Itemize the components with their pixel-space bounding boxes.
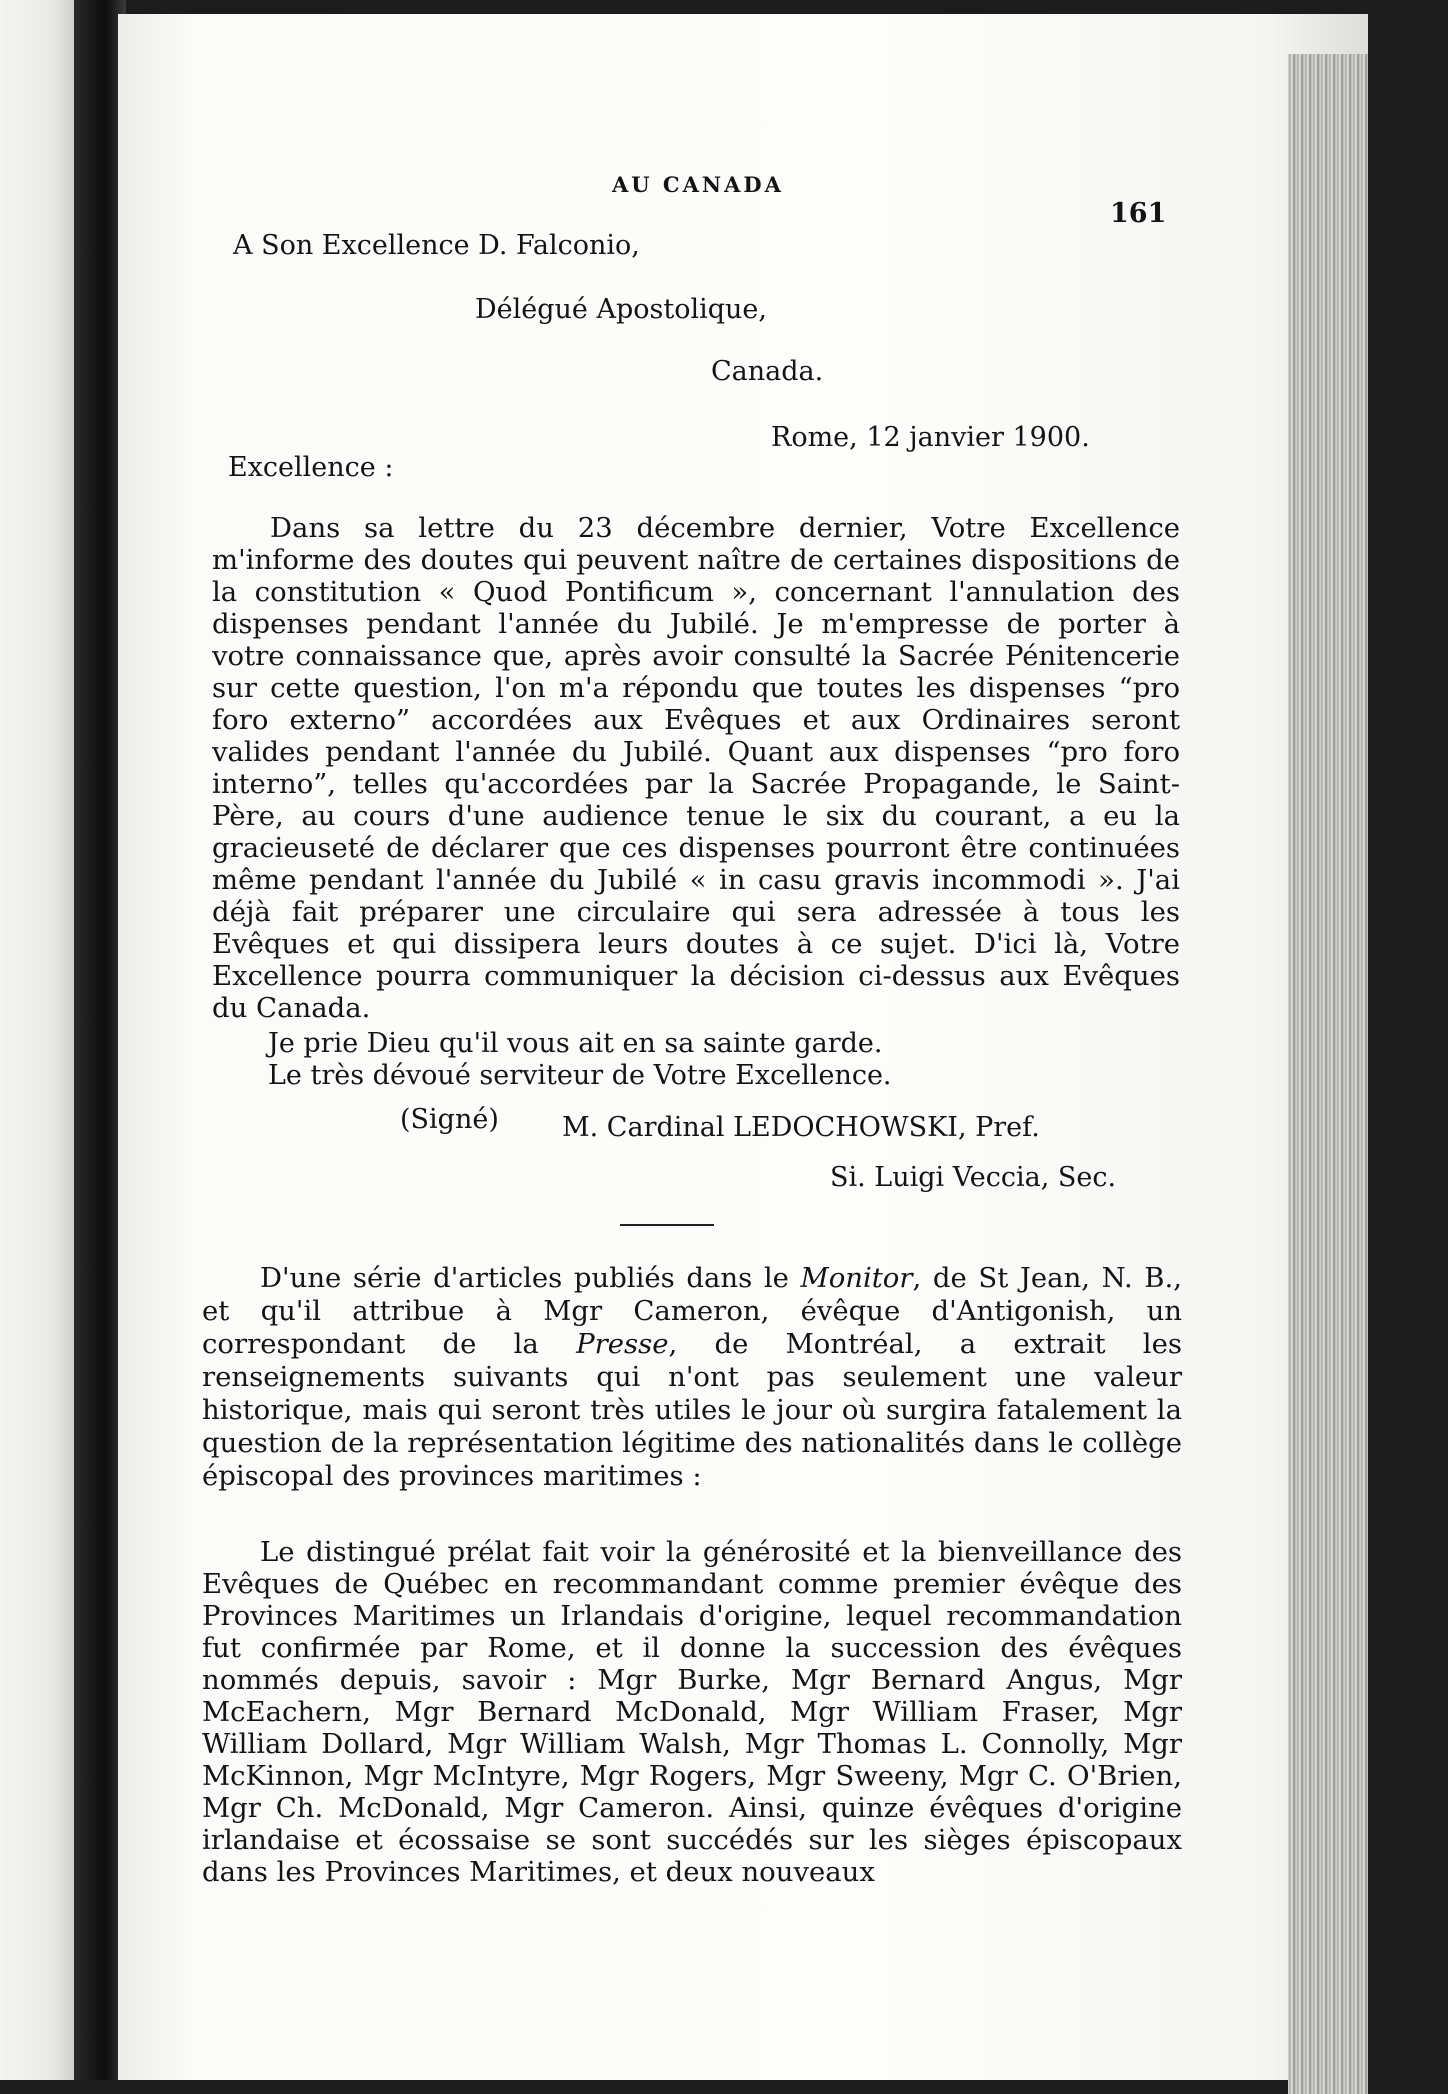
- article-text: , de Montréal, a extrait les renseignements suivants qui n'ont pas seulement une valeur historique, mais qui seront très utiles le jour où surgira fatalement la question de la représentation légitime des nationalités dans le collège épiscopal des provinces maritimes :: [202, 1328, 1182, 1492]
- running-title: AU CANADA: [612, 172, 784, 197]
- article-italic-presse: Presse: [576, 1328, 669, 1360]
- letter-body: [212, 512, 1180, 1024]
- letter-salutation: Excellence :: [228, 452, 394, 483]
- letter-address-line: A Son Excellence D. Falconio,: [233, 230, 640, 261]
- letter-body-text: Dans sa lettre du 23 décembre dernier, Votre Excellence m'informe des doutes qui peuvent naître de certaines dispositions de la constitution « Quod Pontificum », concernant l'annulation des dispenses pendant l'année du Jubilé. Je m'empresse de porter à votre connaissance que, après avoir consulté la Sacrée Pénitencerie sur cette question, l'on m'a répondu que toutes les dispenses “pro foro externo” accordées aux Evêques et aux Ordinaires seront valides pendant l'année du Jubilé. Quant aux dispenses “pro foro interno”, telles qu'accordées par la Sacrée Propagande, le Saint-Père, au cours d'une audience tenue le six du courant, a eu la gracieuseté de déclarer que ces dispenses pourront être continuées même pendant l'année du Jubilé « in casu gravis incommodi ». J'ai déjà fait préparer une circulaire qui sera adressée à tous les Evêques et qui dissipera leurs doutes à ce sujet. D'ici là, Votre Excellence pourra communiquer la décision ci-dessus aux Evêques du Canada.: [212, 512, 1180, 1024]
- book-page: [118, 14, 1368, 2080]
- signed-label: (Signé): [400, 1104, 499, 1135]
- article-text: D'une série d'articles publiés dans le: [260, 1262, 801, 1294]
- article-text: Le distingué prélat fait voir la générosité et la bienveillance des Evêques de Québec en recommandant comme premier évêque des Provinces Maritimes un Irlandais d'origine, lequel recommandation fut confirmée par Rome, et il donne la succession des évêques nommés depuis, savoir : Mgr Burke, Mgr Bernard Angus, Mgr McEachern, Mgr Bernard McDonald, Mgr William Fraser, Mgr William Dollard, Mgr William Walsh, Mgr Thomas L. Connolly, Mgr McKinnon, Mgr McIntyre, Mgr Rogers, Mgr Sweeny, Mgr C. O'Brien, Mgr Ch. McDonald, Mgr Cameron. Ainsi, quinze évêques d'origine irlandaise et écossaise se sont succédés sur les sièges épiscopaux dans les Provinces Maritimes, et deux nouveaux: [202, 1536, 1182, 1888]
- facing-page-edge: [0, 0, 74, 2080]
- article-italic-monitor: Monitor: [800, 1262, 913, 1294]
- letter-address-line: Délégué Apostolique,: [475, 294, 767, 325]
- letter-closing-line: Le très dévoué serviteur de Votre Excellence.: [268, 1060, 892, 1091]
- page-number: 161: [1110, 198, 1167, 229]
- letter-closing-line: Je prie Dieu qu'il vous ait en sa sainte garde.: [268, 1028, 883, 1059]
- article-paragraph-1: [202, 1262, 1182, 1493]
- signatory-secretary: Si. Luigi Veccia, Sec.: [830, 1162, 1117, 1193]
- signatory-prefect: M. Cardinal LEDOCHOWSKI, Pref.: [562, 1112, 1040, 1143]
- letter-place-date: Rome, 12 janvier 1900.: [771, 422, 1090, 453]
- page-stack-edges: [1288, 54, 1368, 2094]
- article-text: , de St Jean, N. B., et qu'il attribue à Mgr Cameron, évêque d'Antigonish, un correspondant de la: [202, 1262, 1182, 1360]
- letter-address-line: Canada.: [711, 356, 824, 387]
- article-paragraph-2: [202, 1536, 1182, 1888]
- section-divider: [620, 1224, 714, 1226]
